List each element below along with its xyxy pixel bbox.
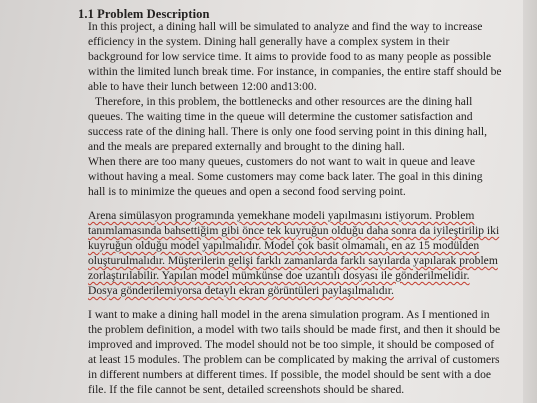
paragraph-1-line: success rate of the dining hall. There is only one food serving point in this dining hall,	[88, 125, 488, 138]
paragraph-1-line: and the meals are prepared externally and brought to the dining hall.	[88, 140, 405, 153]
paragraph-1-line: within the limited lunch break time. For instance, in companies, the entire staff should be	[88, 65, 502, 78]
paragraph-1-line: queues. The waiting time in the queue will determine the customer satisfaction and	[88, 110, 473, 123]
paragraph-1-line: Therefore, in this problem, the bottlenecks and other resources are the dining hall	[95, 95, 473, 108]
paragraph-2-line: Arena simülasyon programında yemekhane modeli yapılmasını istiyorum. Problem	[88, 209, 475, 222]
section-heading: 1.1 Problem Description	[78, 7, 210, 21]
paragraph-1-line: background for low service time. It aims to provide food to as many people as possible	[88, 50, 492, 63]
paragraph-2-line: zorlaştırılabilir. Yapılan model mümkünse doe uzantılı dosyası ile gönderilmelidir.	[88, 269, 470, 282]
paragraph-2-line: Dosya gönderilemiyorsa detaylı ekran görüntüleri paylaşılmalıdır.	[88, 284, 394, 297]
paragraph-2-line: oluşturulmalıdır. Müşterilerin gelişi farklı zamanlarda farklı sayılarda yapılarak problem	[88, 254, 498, 267]
paragraph-1-line: without having a meal. Some customers may come back later. The goal in this dining	[88, 170, 483, 183]
paragraph-3-line: file. If the file cannot be sent, detailed screenshots should be shared.	[88, 383, 405, 396]
paragraph-3-line: the problem definition, a model with two tails should be made first, and then it should be	[88, 323, 501, 336]
page-right-edge	[523, 0, 537, 403]
paragraph-1-line: efficiency in the system. Dining hall generally have a complex system in their	[88, 35, 450, 48]
paragraph-3-line: improved and improved. The model should not be too simple, it should be composed of	[88, 338, 495, 351]
paragraph-1-line: able to have their lunch between 12:00 and13:00.	[88, 80, 317, 93]
paragraph-1-line: When there are too many queues, customers do not want to wait in queue and leave	[88, 155, 475, 168]
paragraph-2-line: kuyruğun olduğu model yapılmalıdır. Model çok basit olmamalı, en az 15 modülden	[88, 239, 480, 252]
paragraph-3-line: in different numbers at different times. If possible, the model should be sent with a doe	[88, 368, 492, 381]
paragraph-3-line: I want to make a dining hall model in the arena simulation program. As I mentioned in	[88, 308, 490, 321]
paragraph-2-line: tanımlamasında bahsettiğim gibi önce tek kuyruğun olduğu daha sonra da iyileştirilip iki	[88, 224, 500, 237]
paragraph-3-line: at least 15 modules. The problem can be complicated by making the arrival of customers	[88, 353, 500, 366]
paragraph-1-line: hall is to minimize the queues and open a second food serving point.	[88, 185, 406, 198]
paragraph-1-line: In this project, a dining hall will be simulated to analyze and find the way to increase	[88, 20, 483, 33]
